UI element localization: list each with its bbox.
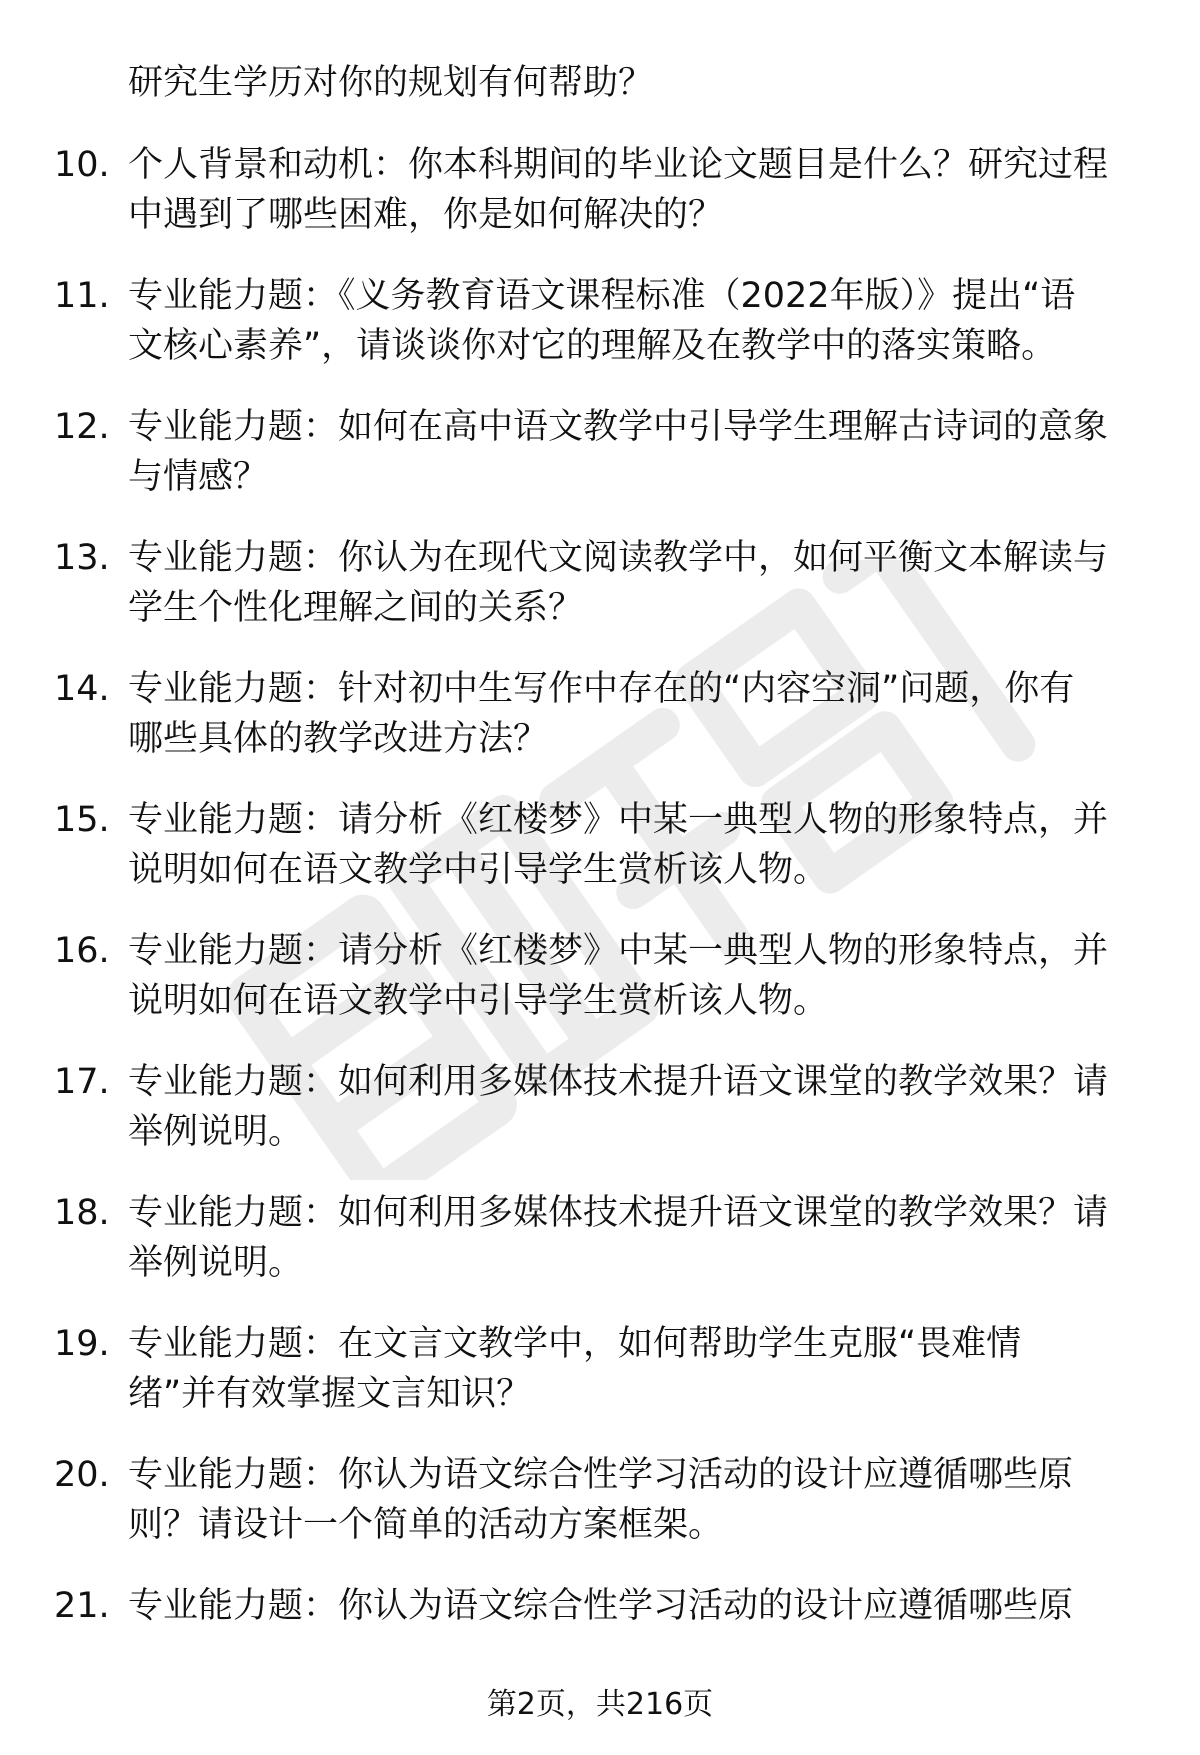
question-number: 14. [54, 669, 110, 709]
question-text: 专业能力题：针对初中生写作中存在的“内容空洞”问题，你有 哪些具体的教学改进方法？ [128, 669, 1075, 759]
list-item [0, 1188, 1200, 1319]
list-item [0, 1319, 1200, 1450]
question-number: 15. [54, 800, 110, 840]
question-text: 专业能力题：如何利用多媒体技术提升语文课堂的教学效果？请 举例说明。 [128, 1062, 1109, 1152]
question-text: 专业能力题：请分析《红楼梦》中某一典型人物的形象特点，并 说明如何在语文教学中引导学生赏析该人物。 [128, 931, 1109, 1021]
question-text: 专业能力题：你认为语文综合性学习活动的设计应遵循哪些原 则？请设计一个简单的活动方案框架。 [128, 1455, 1074, 1545]
question-number: 11. [54, 276, 110, 316]
question-text: 专业能力题：在文言文教学中，如何帮助学生克服“畏难情 绪”并有效掌握文言知识？ [128, 1324, 1022, 1414]
question-text: 专业能力题：《义务教育语文课程标准（2022年版）》提出“语 文核心素养”，请谈谈你对它的理解及在教学中的落实策略。 [128, 276, 1076, 366]
question-text: 专业能力题：你认为语文综合性学习活动的设计应遵循哪些原 [128, 1586, 1074, 1626]
question-number: 19. [54, 1324, 110, 1364]
question-number: 10. [54, 145, 110, 185]
question-number: 12. [54, 407, 110, 447]
question-text: 个人背景和动机：你本科期间的毕业论文题目是什么？研究过程 中遇到了哪些困难，你是如何解决的？ [128, 145, 1109, 235]
question-text: 专业能力题：如何在高中语文教学中引导学生理解古诗词的意象 与情感？ [128, 407, 1109, 497]
page-footer: 第2页，共216页 [486, 1687, 714, 1722]
list-item [0, 1057, 1200, 1188]
question-number: 17. [54, 1062, 110, 1102]
question-list [0, 140, 1200, 1712]
question-text: 专业能力题：如何利用多媒体技术提升语文课堂的教学效果？请 举例说明。 [128, 1193, 1109, 1283]
list-item [0, 140, 1200, 271]
list-item [0, 1450, 1200, 1581]
question-number: 16. [54, 931, 110, 971]
list-item [0, 664, 1200, 795]
list-item [0, 795, 1200, 926]
list-item [0, 926, 1200, 1057]
question-text: 专业能力题：请分析《红楼梦》中某一典型人物的形象特点，并 说明如何在语文教学中引导学生赏析该人物。 [128, 800, 1109, 890]
question-number: 21. [54, 1586, 110, 1626]
list-item [0, 402, 1200, 533]
question-number: 20. [54, 1455, 110, 1495]
question-text: 专业能力题：你认为在现代文阅读教学中，如何平衡文本解读与 学生个性化理解之间的关系？ [128, 538, 1109, 628]
continuation-text: 研究生学历对你的规划有何帮助？ [128, 63, 654, 103]
question-number: 18. [54, 1193, 110, 1233]
list-item [0, 533, 1200, 664]
question-number: 13. [54, 538, 110, 578]
list-item [0, 271, 1200, 402]
